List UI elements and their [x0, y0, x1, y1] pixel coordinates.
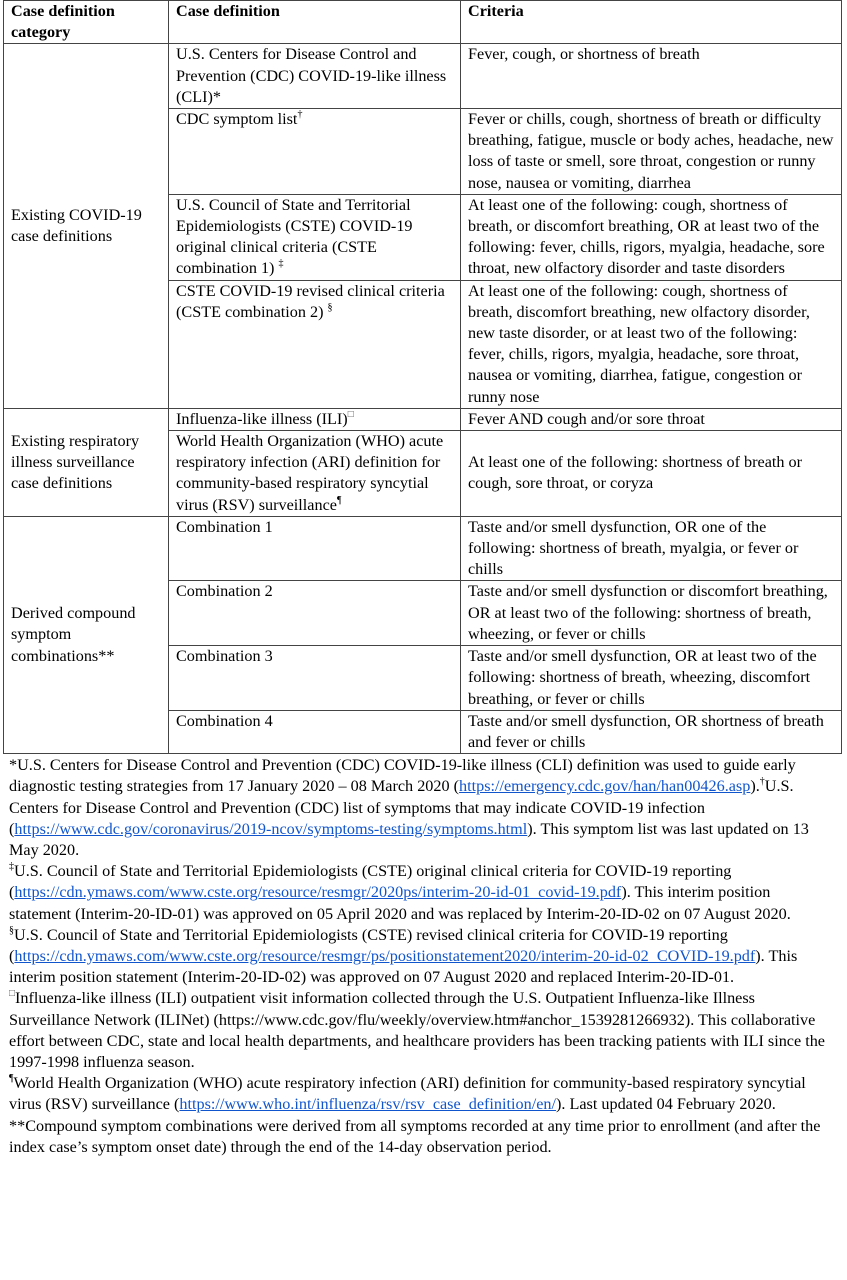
footnote-cli-cdc: [9, 755, 835, 861]
footnote-text: ). This interim position statement (Interim-20-ID-01) was approved on 05 April 2020 and was replaced by Interim-20-ID-02 on 07 August 2020.: [9, 883, 791, 923]
definition-cell: Combination 1: [169, 516, 461, 581]
table-row: [4, 44, 842, 109]
category-cell: Existing respiratory illness surveillance case definitions: [4, 408, 169, 516]
footnote-mark: □: [9, 988, 16, 1000]
footnote-text: U.S. Council of State and Territorial Epidemiologists (CSTE) revised clinical criteria for COVID-19 reporting (: [9, 925, 728, 965]
footnote-mark: □: [347, 408, 354, 420]
header-criteria: Criteria: [461, 1, 842, 44]
criteria-cell: Fever AND cough and/or sore throat: [461, 408, 842, 430]
definition-text: U.S. Centers for Disease Control and Prevention (CDC) COVID-19-like illness (CLI)*: [176, 45, 447, 106]
footnote-text: *U.S. Centers for Disease Control and Prevention (CDC) COVID-19-like illness (CLI) definition was used to guide early diagnostic testing strategies from 17 January 2020 – 08 March 2020 (: [9, 756, 796, 796]
footnote-mark: ¶: [9, 1073, 14, 1085]
footnote-ili: [9, 988, 835, 1073]
definition-cell: [169, 44, 461, 109]
table-row: [4, 516, 842, 581]
definition-cell: [169, 194, 461, 280]
criteria-cell: Fever, cough, or shortness of breath: [461, 44, 842, 109]
definition-text: U.S. Council of State and Territorial Epidemiologists (CSTE) COVID-19 original clinical criteria (CSTE combination 1): [176, 195, 413, 278]
criteria-cell: Fever or chills, cough, shortness of breath or difficulty breathing, fatigue, muscle or body aches, headache, new loss of taste or smell, sore throat, congestion or runny nose, nausea or vomiting, diarrhea: [461, 109, 842, 195]
footnote-text: ). This symptom list was last updated on 13 May 2020.: [9, 819, 809, 859]
footnote-text: ). Last updated 04 February 2020.: [555, 1095, 776, 1114]
footnote-text: Influenza-like illness (ILI) outpatient visit information collected through the U.S. Outpatient Influenza-like Illness Surveillance Network (ILINet) (https://www.cdc.gov/flu/weekly/overview.htm#anchor_1539281266932). This collaborative effort between CDC, state and local health departments, and healthcare providers has been tracking patients with ILI since the 1997-1998 influenza season.: [9, 989, 825, 1071]
definition-cell: [169, 109, 461, 195]
footnote-text: U.S. Council of State and Territorial Epidemiologists (CSTE) original clinical criteria for COVID-19 reporting (: [9, 862, 732, 902]
criteria-cell: At least one of the following: cough, shortness of breath, discomfort breathing, new olfactory disorder, new taste disorder, or at least two of the following: fever, chills, rigors, myalgia, headache, sore throat, nausea or vomiting, diarrhea, fatigue, congestion or runny nose: [461, 280, 842, 408]
footnote-mark: ‡: [9, 861, 14, 873]
footnote-link[interactable]: https://cdn.ymaws.com/www.cste.org/resource/resmgr/ps/positionstatement2020/interim-20-id-02_COVID-19.pdf: [14, 946, 756, 965]
category-cell: Derived compound symptom combinations**: [4, 516, 169, 753]
footnote-text: ).: [750, 777, 760, 796]
footnote-link[interactable]: https://www.cdc.gov/coronavirus/2019-ncov/symptoms-testing/symptoms.html: [14, 819, 528, 838]
criteria-cell: At least one of the following: shortness of breath or cough, sore throat, or coryza: [461, 431, 842, 517]
table-row: [4, 408, 842, 430]
criteria-cell: Taste and/or smell dysfunction, OR one of the following: shortness of breath, myalgia, or fever or chills: [461, 516, 842, 581]
definition-cell: Combination 3: [169, 646, 461, 711]
footnote-mark: †: [759, 776, 765, 788]
footnote-mark: ¶: [336, 494, 342, 506]
definition-cell: [169, 408, 461, 430]
criteria-cell: Taste and/or smell dysfunction or discomfort breathing, OR at least two of the following: shortness of breath, wheezing, or fever or chills: [461, 581, 842, 646]
footnote-text: U.S. Centers for Disease Control and Prevention (CDC) list of symptoms that may indicate COVID-19 infection (: [9, 777, 794, 838]
criteria-cell: At least one of the following: cough, shortness of breath, or discomfort breathing, OR at least two of the following: fever, chills, rigors, myalgia, headache, sore throat, new olfactory disorder and taste disorders: [461, 194, 842, 280]
header-definition: Case definition: [169, 1, 461, 44]
definition-text: CDC symptom list: [176, 110, 298, 129]
definition-text: World Health Organization (WHO) acute respiratory infection (ARI) definition for community-based respiratory syncytial virus (RSV) surveillance: [176, 432, 444, 514]
header-category: Case definition category: [4, 1, 169, 44]
footnote-who: [9, 1073, 835, 1115]
definition-text: CSTE COVID-19 revised clinical criteria (CSTE combination 2): [176, 281, 445, 321]
table-header-row: [4, 1, 842, 44]
definition-cell: Combination 4: [169, 710, 461, 753]
footnote-link[interactable]: https://www.who.int/influenza/rsv/rsv_case_definition/en/: [179, 1095, 556, 1114]
footnote-cste-revised: [9, 925, 835, 989]
footnote-cste-original: [9, 861, 835, 925]
definition-cell: [169, 431, 461, 517]
footnote-text: World Health Organization (WHO) acute respiratory infection (ARI) definition for community-based respiratory syncytial virus (RSV) surveillance (: [9, 1074, 806, 1114]
footnotes: [3, 754, 839, 1158]
footnote-link[interactable]: https://cdn.ymaws.com/www.cste.org/resource/resmgr/2020ps/interim-20-id-01_covid-19.pdf: [14, 883, 622, 902]
footnote-mark: †: [297, 109, 303, 121]
footnote-mark: §: [327, 301, 333, 313]
definition-text: Influenza-like illness (ILI): [176, 409, 348, 428]
footnote-mark: §: [9, 924, 14, 936]
definition-cell: Combination 2: [169, 581, 461, 646]
footnote-mark: ‡: [278, 258, 284, 270]
definition-cell: [169, 280, 461, 408]
footnote-text: ). This interim position statement (Interim-20-ID-02) was approved on 07 August 2020 and replaced Interim-20-ID-01.: [9, 946, 798, 987]
case-definition-table: [3, 0, 842, 754]
criteria-cell: Taste and/or smell dysfunction, OR shortness of breath and fever or chills: [461, 710, 842, 753]
criteria-cell: Taste and/or smell dysfunction, OR at least two of the following: shortness of breath, wheezing, discomfort breathing, or fever or chills: [461, 646, 842, 711]
footnote-link[interactable]: https://emergency.cdc.gov/han/han00426.asp: [459, 777, 751, 796]
category-cell: Existing COVID-19 case definitions: [4, 44, 169, 408]
footnote-compound: **Compound symptom combinations were derived from all symptoms recorded at any time prior to enrollment (and after the index case’s symptom onset date) through the end of the 14-day observation period.: [9, 1116, 821, 1156]
